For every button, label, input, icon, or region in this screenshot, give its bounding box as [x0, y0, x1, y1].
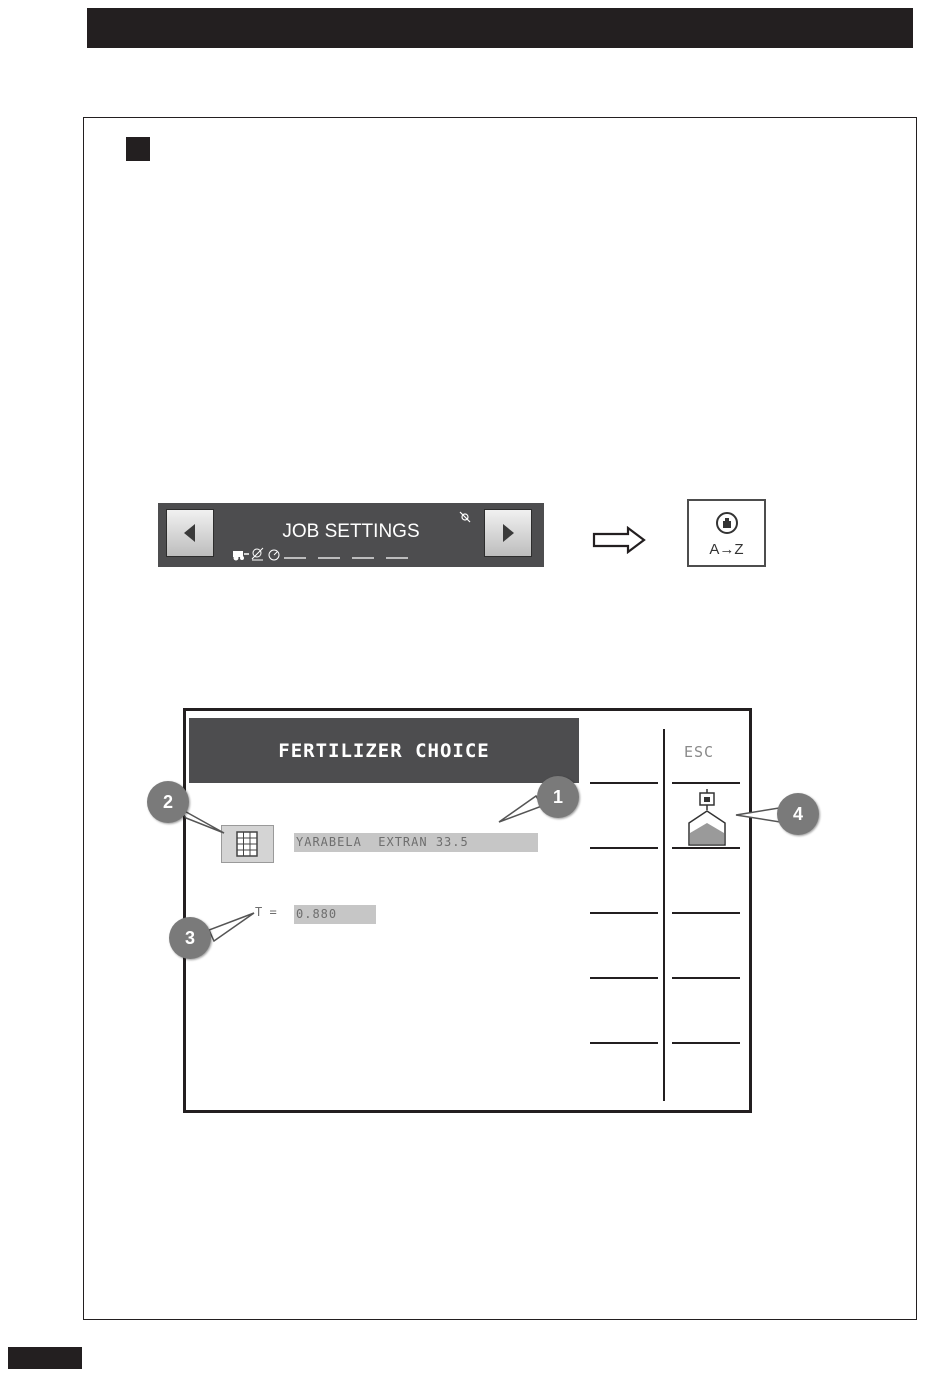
fertilizer-name-field[interactable]: YARABELA EXTRAN 33.5 — [294, 833, 538, 852]
next-button[interactable] — [484, 509, 532, 557]
screen-title: FERTILIZER CHOICE — [278, 740, 490, 762]
right-triangle-icon — [485, 510, 531, 556]
screen-title-bar — [189, 718, 579, 783]
hopper-icon[interactable] — [686, 787, 730, 849]
esc-softkey[interactable]: ESC — [684, 743, 715, 761]
previous-button[interactable] — [166, 509, 214, 557]
callout-2: 2 — [147, 781, 189, 823]
callout-1: 1 — [537, 776, 579, 818]
hopper-weight-icon — [715, 511, 739, 535]
softkey-grid — [586, 723, 746, 1103]
section-off-icon — [252, 548, 263, 560]
terminal-screen — [183, 708, 752, 1113]
a-to-z-label: A→Z — [709, 541, 744, 558]
callout-3: 3 — [169, 917, 211, 959]
job-settings-bar — [158, 503, 544, 567]
tractor-icon — [233, 551, 249, 561]
page-number-tab — [8, 1347, 82, 1369]
catalog-button[interactable] — [221, 825, 274, 863]
a-to-z-button[interactable] — [687, 499, 766, 567]
t-value-field[interactable]: 0.880 — [294, 905, 376, 924]
job-status-strip — [232, 547, 432, 561]
callout-4: 4 — [777, 793, 819, 835]
section-marker — [126, 137, 150, 161]
header-bar — [87, 8, 913, 48]
t-label: T = — [255, 905, 277, 919]
job-settings-title: JOB SETTINGS — [282, 521, 420, 542]
speedometer-icon — [269, 550, 279, 560]
satellite-icon — [458, 510, 472, 524]
right-outline-arrow-icon — [592, 526, 648, 554]
left-triangle-icon — [167, 510, 213, 556]
grid-catalog-icon — [236, 831, 260, 859]
